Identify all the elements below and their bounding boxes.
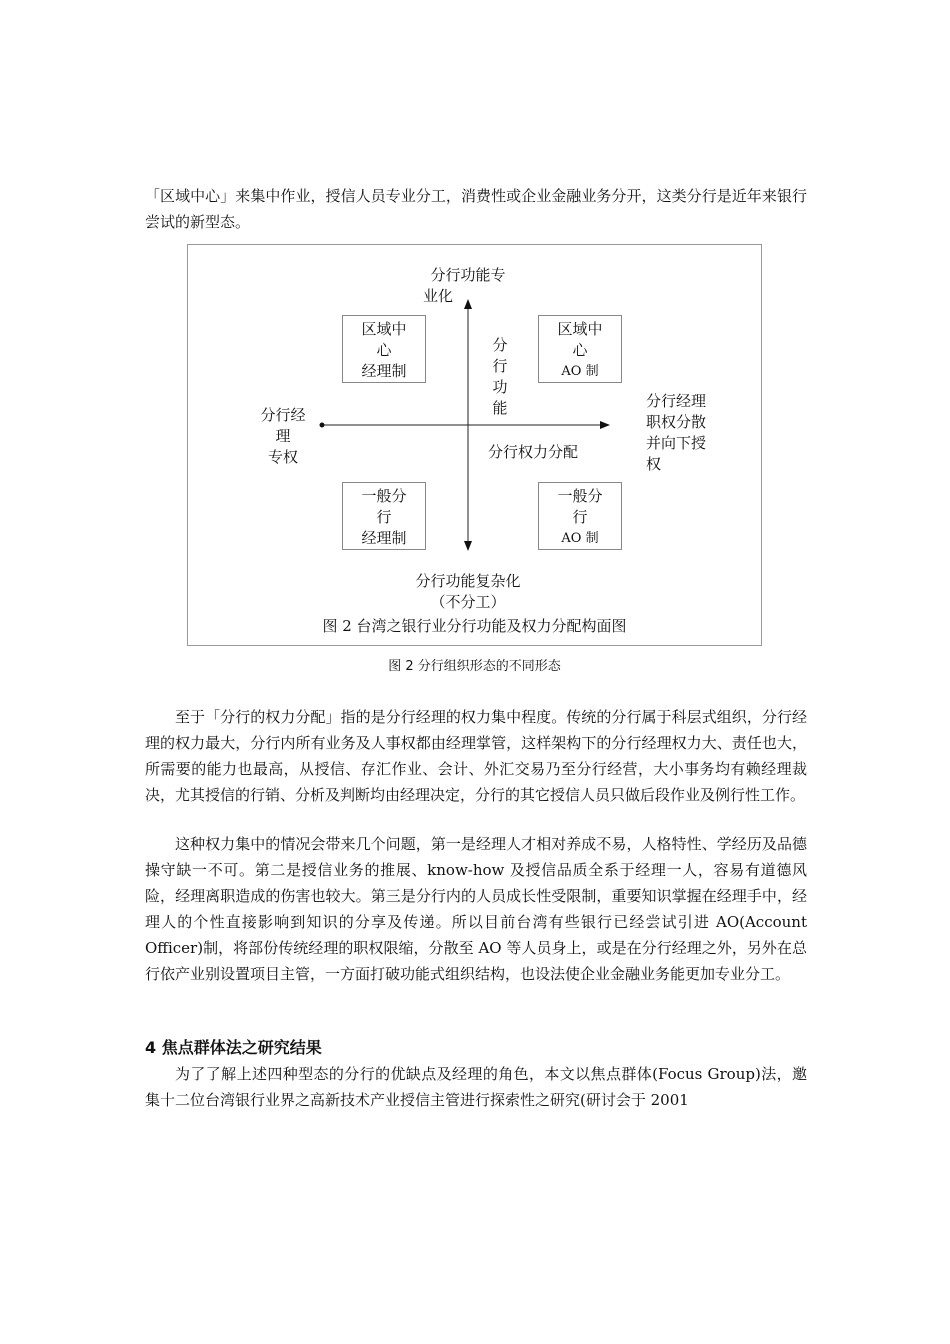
vertical-axis-label: 分 行 功 能 bbox=[492, 336, 508, 417]
quadrant-figure bbox=[187, 244, 762, 646]
left-dot-icon bbox=[320, 423, 325, 428]
right-arrow-icon bbox=[600, 421, 610, 429]
top-axis-label: 分行功能专 业化 bbox=[423, 266, 506, 305]
right-axis-label: 分行经理 职权分散 并向下授 权 bbox=[646, 392, 707, 473]
figure-caption: 图 2 分行组织形态的不同形态 bbox=[388, 659, 561, 674]
figure-inner-caption: 图 2 台湾之银行业分行功能及权力分配构面图 bbox=[322, 617, 627, 635]
down-arrow-icon bbox=[464, 541, 472, 551]
left-axis-label: 分行经 理 专权 bbox=[260, 406, 306, 466]
quadrant-box-bottom-right: 一般分 行 AO 制 bbox=[538, 482, 622, 550]
quadrant-box-top-right: 区域中 心 AO 制 bbox=[538, 315, 622, 383]
body-paragraph-1: 至于「分行的权力分配」指的是分行经理的权力集中程度。传统的分行属于科层式组织，分行经理的权力最大，分行内所有业务及人事权都由经理掌管，这样架构下的分行经理权力大、责任也大，所需要的能力也最高，从授信、存汇作业、会计、外汇交易乃至分行经营，大小事务均有赖经理裁决，尤其授信的行销、分析及判断均由经理决定，分行的其它授信人员只做后段作业及例行性工作。 bbox=[145, 708, 807, 804]
body-paragraph-2: 这种权力集中的情况会带来几个问题，第一是经理人才相对养成不易，人格特性、学经历及品德操守缺一不可。第二是授信业务的推展、know-how 及授信品质全系于经理一人，容易有道德风险，经理离职造成的伤害也较大。第三是分行内的人员成长性受限制，重要知识掌握在经理手中，经理人的个性直接影响到知识的分享及传递。所以目前台湾有些银行已经尝试引进 AO(Account Officer)制，将部份传统经理的职权限缩，分散至 AO 等人员身上，或是在分行经理之外，另外在总行依产业别设置项目主管，一方面打破功能式组织结构，也设法使企业金融业务能更加专业分工。 bbox=[145, 835, 807, 983]
quadrant-box-top-left: 区域中 心 经理制 bbox=[342, 315, 426, 383]
section-heading: 4 焦点群体法之研究结果 bbox=[145, 1038, 322, 1057]
quadrant-box-bottom-left: 一般分 行 经理制 bbox=[342, 482, 426, 550]
bottom-axis-label: 分行功能复杂化 （不分工） bbox=[415, 572, 521, 611]
horizontal-axis-label: 分行权力分配 bbox=[488, 443, 579, 461]
body-paragraph-3: 为了了解上述四种型态的分行的优缺点及经理的角色，本文以焦点群体(Focus Group)法，邀集十二位台湾银行业界之高新技术产业授信主管进行探索性之研究(研讨会于 2001 bbox=[145, 1065, 807, 1109]
intro-paragraph: 「区域中心」来集中作业，授信人员专业分工，消费性或企业金融业务分开，这类分行是近年来银行尝试的新型态。 bbox=[145, 187, 807, 231]
